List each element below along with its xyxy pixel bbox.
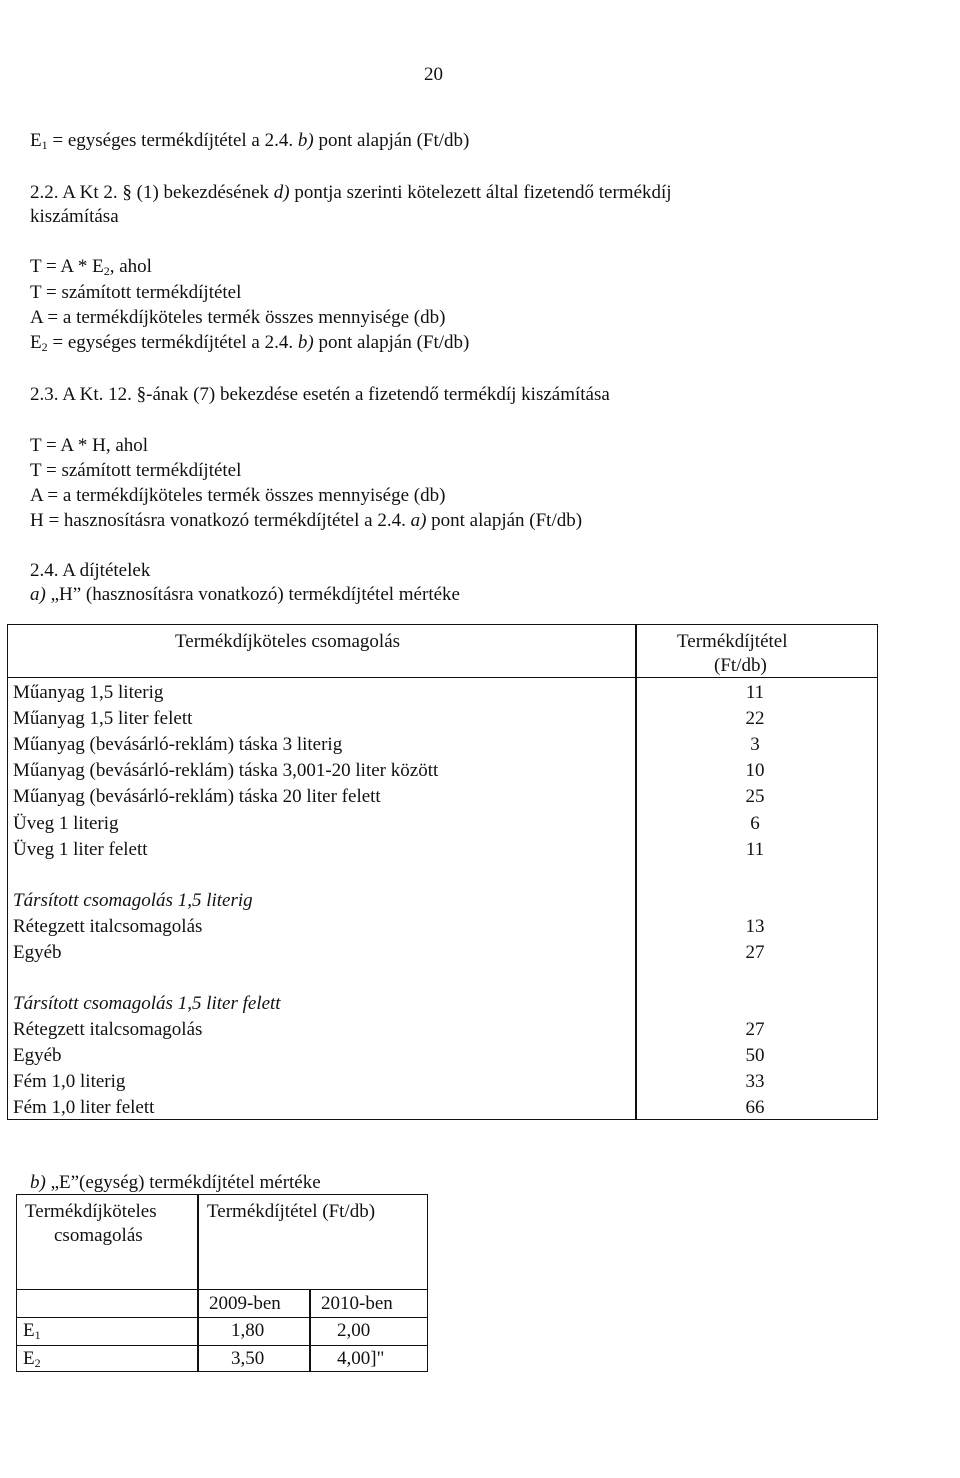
table1-row-value: 10: [745, 760, 765, 781]
sec24-b-text: „E”(egység) termékdíjtétel mértéke: [45, 1172, 321, 1193]
table2-divider-h3: [17, 1345, 427, 1346]
table1-row-label: Műanyag 1,5 liter felett: [13, 708, 193, 729]
table2-row-symbol: E: [23, 1320, 35, 1341]
e1-text-a: = egységes termékdíjtétel a 2.4.: [47, 130, 298, 151]
table1-header-divider: [8, 677, 877, 678]
sec23-def-h: [30, 510, 582, 532]
table1-row-label: Rétegzett italcsomagolás: [13, 916, 203, 937]
e1-definition: [30, 130, 469, 156]
table1-row-value: 11: [745, 682, 765, 703]
page-number: 20: [424, 64, 443, 85]
section-2-2-heading-line2: kiszámítása: [30, 206, 119, 227]
table1-row-label: Rétegzett italcsomagolás: [13, 1019, 203, 1040]
table1-row-label: Egyéb: [13, 942, 62, 963]
section-2-2-heading-line1: [30, 182, 672, 204]
sec22-def-e-b: pont alapján (Ft/db): [313, 332, 470, 353]
sec22-line1-a: 2.2. A Kt 2. § (1) bekezdésének: [30, 182, 274, 203]
table1-row-label: Üveg 1 literig: [13, 813, 119, 834]
table1-row-label: Egyéb: [13, 1045, 62, 1066]
sec22-def-t: T = számított termékdíjtétel: [30, 282, 242, 303]
sec24-a-italic: a): [30, 584, 46, 605]
e-rate-table: [16, 1194, 428, 1372]
sec24-b-italic: b): [30, 1172, 46, 1193]
e1-symbol: E: [30, 130, 42, 151]
sec24-a-text: „H” (hasznosításra vonatkozó) termékdíjtétel mértéke: [45, 584, 460, 605]
e1-subscript: 1: [41, 138, 48, 152]
table2-row-label: [23, 1348, 41, 1374]
table2-divider-h2: [17, 1317, 427, 1318]
table1-row-value: 6: [750, 813, 760, 834]
table1-row-label: Műanyag 1,5 literig: [13, 682, 164, 703]
table2-col-2009: 2009-ben: [209, 1293, 281, 1314]
table1-row-value: 25: [745, 786, 765, 807]
section-2-4-b-subheading: [30, 1172, 321, 1194]
table2-divider-v2: [309, 1289, 311, 1371]
sec23-def-h-a: H = hasznosításra vonatkozó termékdíjtétel a 2.4.: [30, 510, 411, 531]
sec23-def-t: T = számított termékdíjtétel: [30, 460, 242, 481]
sec23-def-h-b: pont alapján (Ft/db): [426, 510, 583, 531]
table1-column-divider: [635, 625, 637, 1119]
table1-row-value: 11: [745, 839, 765, 860]
table1-row-value: 50: [745, 1045, 765, 1066]
table2-divider-h1: [17, 1289, 427, 1290]
section-2-4-heading: 2.4. A díjtételek: [30, 560, 151, 581]
sec23-def-h-italic: a): [410, 510, 427, 531]
sec23-def-a: A = a termékdíjköteles termék összes mennyisége (db): [30, 485, 446, 506]
table2-value-2009: 1,80: [231, 1320, 265, 1341]
table1-group1-title: Társított csomagolás 1,5 literig: [13, 890, 253, 911]
table2-row-label: [23, 1320, 41, 1346]
table1-row-value: 27: [745, 1019, 765, 1040]
table2-header-packaging-1: Termékdíjköteles: [25, 1201, 157, 1222]
table2-row-subscript: 2: [34, 1356, 41, 1370]
sec22-def-e-sym: E: [30, 332, 42, 353]
sec22-formula: [30, 256, 152, 282]
e1-text-b: pont alapján (Ft/db): [313, 130, 470, 151]
table2-row-symbol: E: [23, 1348, 35, 1369]
sec22-def-e2: [30, 332, 469, 358]
section-2-4-a-subheading: [30, 584, 460, 606]
table2-row-subscript: 1: [34, 1328, 41, 1342]
table1-row-label: Műanyag (bevásárló-reklám) táska 3,001-20 liter között: [13, 760, 439, 781]
table1-row-label: Műanyag (bevásárló-reklám) táska 20 liter felett: [13, 786, 381, 807]
h-rate-table: [7, 624, 878, 1120]
sec22-def-e-sub: 2: [41, 340, 48, 354]
table1-row-value: 3: [750, 734, 760, 755]
table1-row-label: Üveg 1 liter felett: [13, 839, 148, 860]
table1-row-value: 66: [745, 1097, 765, 1118]
table2-value-2010: 4,00]": [337, 1348, 385, 1369]
table1-header-rate: Termékdíjtétel: [677, 631, 788, 652]
table1-row-label: Fém 1,0 liter felett: [13, 1097, 155, 1118]
sec22-def-e-a: = egységes termékdíjtétel a 2.4.: [47, 332, 298, 353]
table1-row-value: 33: [745, 1071, 765, 1092]
sec22-line1-b: pontja szerinti kötelezett által fizetendő termékdíj: [289, 182, 672, 203]
table1-header-unit: (Ft/db): [714, 655, 767, 676]
sec22-def-a: A = a termékdíjköteles termék összes mennyisége (db): [30, 307, 446, 328]
table1-row-label: Műanyag (bevásárló-reklám) táska 3 literig: [13, 734, 343, 755]
table1-row-value: 13: [745, 916, 765, 937]
table1-header-packaging: Termékdíjköteles csomagolás: [175, 631, 401, 652]
table1-group2-title: Társított csomagolás 1,5 liter felett: [13, 993, 281, 1014]
sec22-line1-italic: d): [273, 182, 290, 203]
sec22-formula-sub: 2: [103, 264, 110, 278]
e1-italic: b): [297, 130, 314, 151]
sec22-formula-a: T = A * E: [30, 256, 104, 277]
table1-row-label: Fém 1,0 literig: [13, 1071, 126, 1092]
sec22-formula-b: , ahol: [109, 256, 152, 277]
section-2-3-heading: 2.3. A Kt. 12. §-ának (7) bekezdése esetén a fizetendő termékdíj kiszámítása: [30, 384, 610, 405]
table1-row-value: 27: [745, 942, 765, 963]
table2-header-rate: Termékdíjtétel (Ft/db): [207, 1201, 376, 1222]
table2-value-2010: 2,00: [337, 1320, 371, 1341]
table2-header-packaging-2: csomagolás: [54, 1225, 143, 1246]
table2-value-2009: 3,50: [231, 1348, 265, 1369]
table2-col-2010: 2010-ben: [321, 1293, 393, 1314]
table1-row-value: 22: [745, 708, 765, 729]
sec23-formula: T = A * H, ahol: [30, 435, 149, 456]
sec22-def-e-italic: b): [297, 332, 314, 353]
